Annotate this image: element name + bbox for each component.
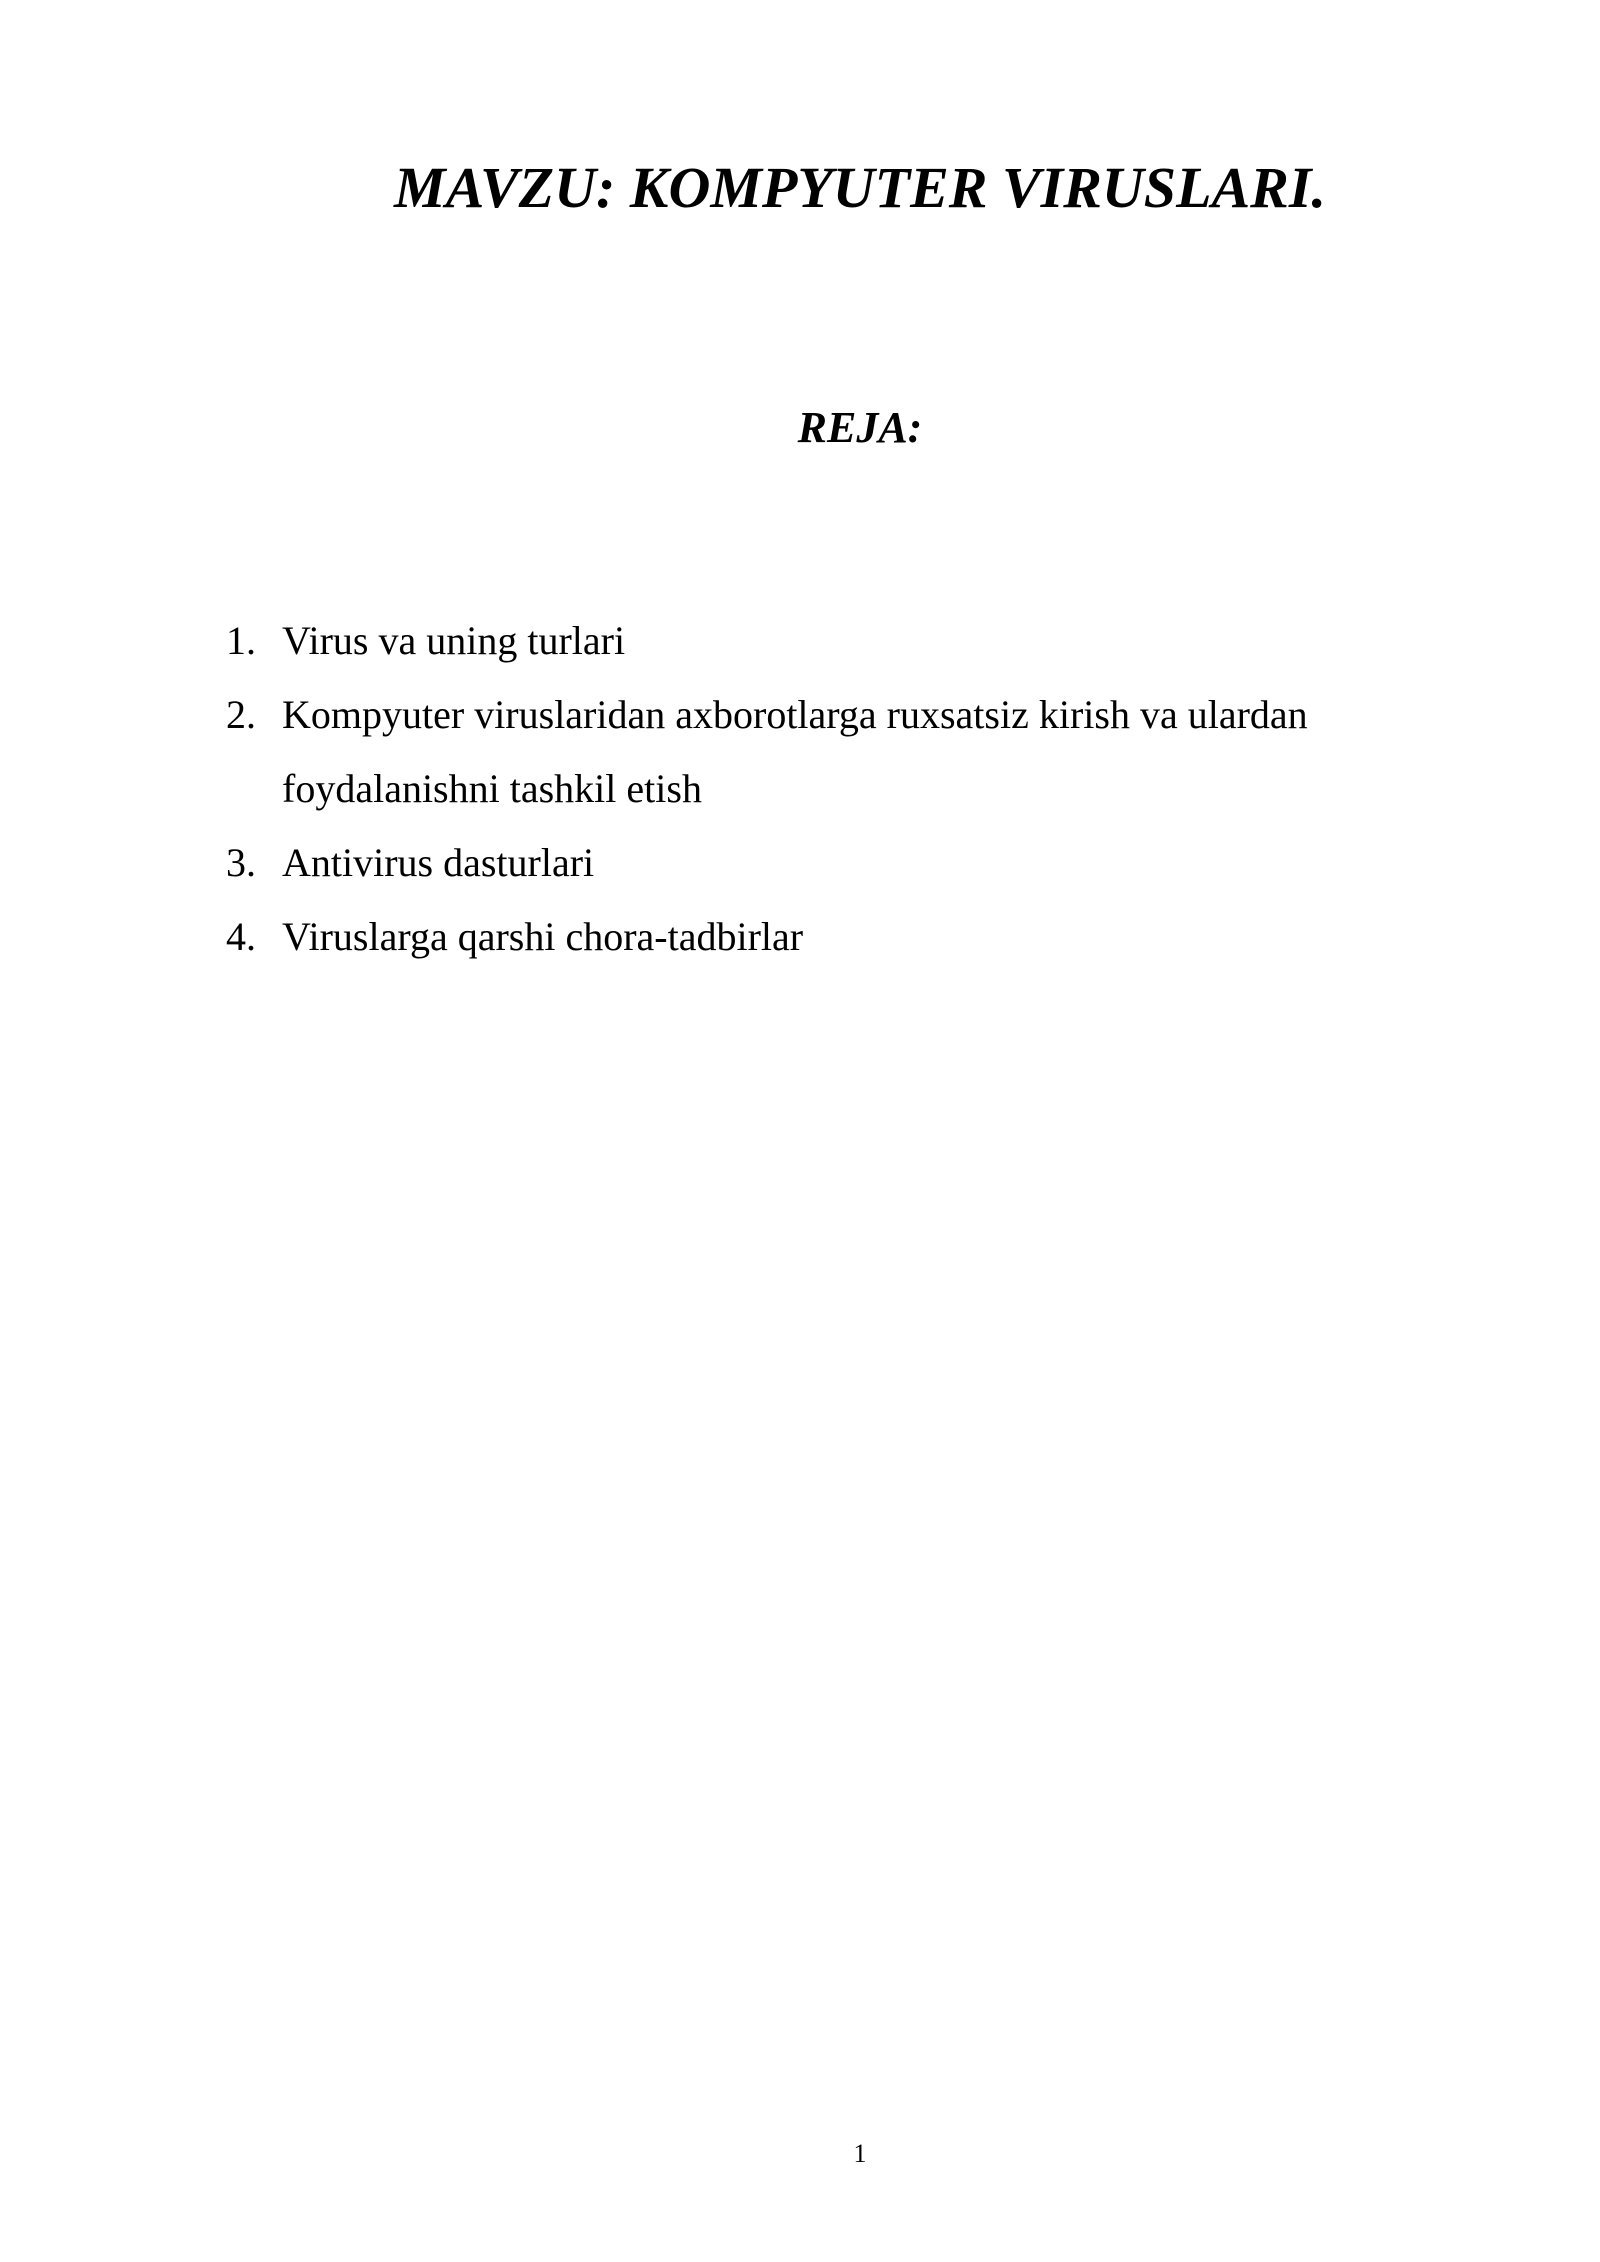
plan-item <box>226 826 1426 900</box>
plan-item-number: 3. <box>226 840 256 885</box>
plan-item <box>226 604 1426 678</box>
plan-item-number: 4. <box>226 914 256 959</box>
document-title: MAVZU: KOMPYUTER VIRUSLARI. <box>394 155 1326 220</box>
plan-item-text: Antivirus dasturlari <box>282 840 595 885</box>
plan-item-text: Kompyuter viruslaridan axborotlarga ruxsatsiz kirish va ulardan foydalanishni tashkil etish <box>282 692 1308 811</box>
plan-item-number: 2. <box>226 692 256 737</box>
plan-item-text: Virus va uning turlari <box>282 618 626 663</box>
page-number: 1 <box>853 2139 867 2168</box>
plan-item <box>226 900 1426 974</box>
plan-item-number: 1. <box>226 618 256 663</box>
plan-item-text: Viruslarga qarshi chora-tadbirlar <box>282 914 804 959</box>
plan-item <box>226 678 1426 826</box>
plan-list <box>226 604 1426 974</box>
plan-heading: REJA: <box>797 403 923 452</box>
